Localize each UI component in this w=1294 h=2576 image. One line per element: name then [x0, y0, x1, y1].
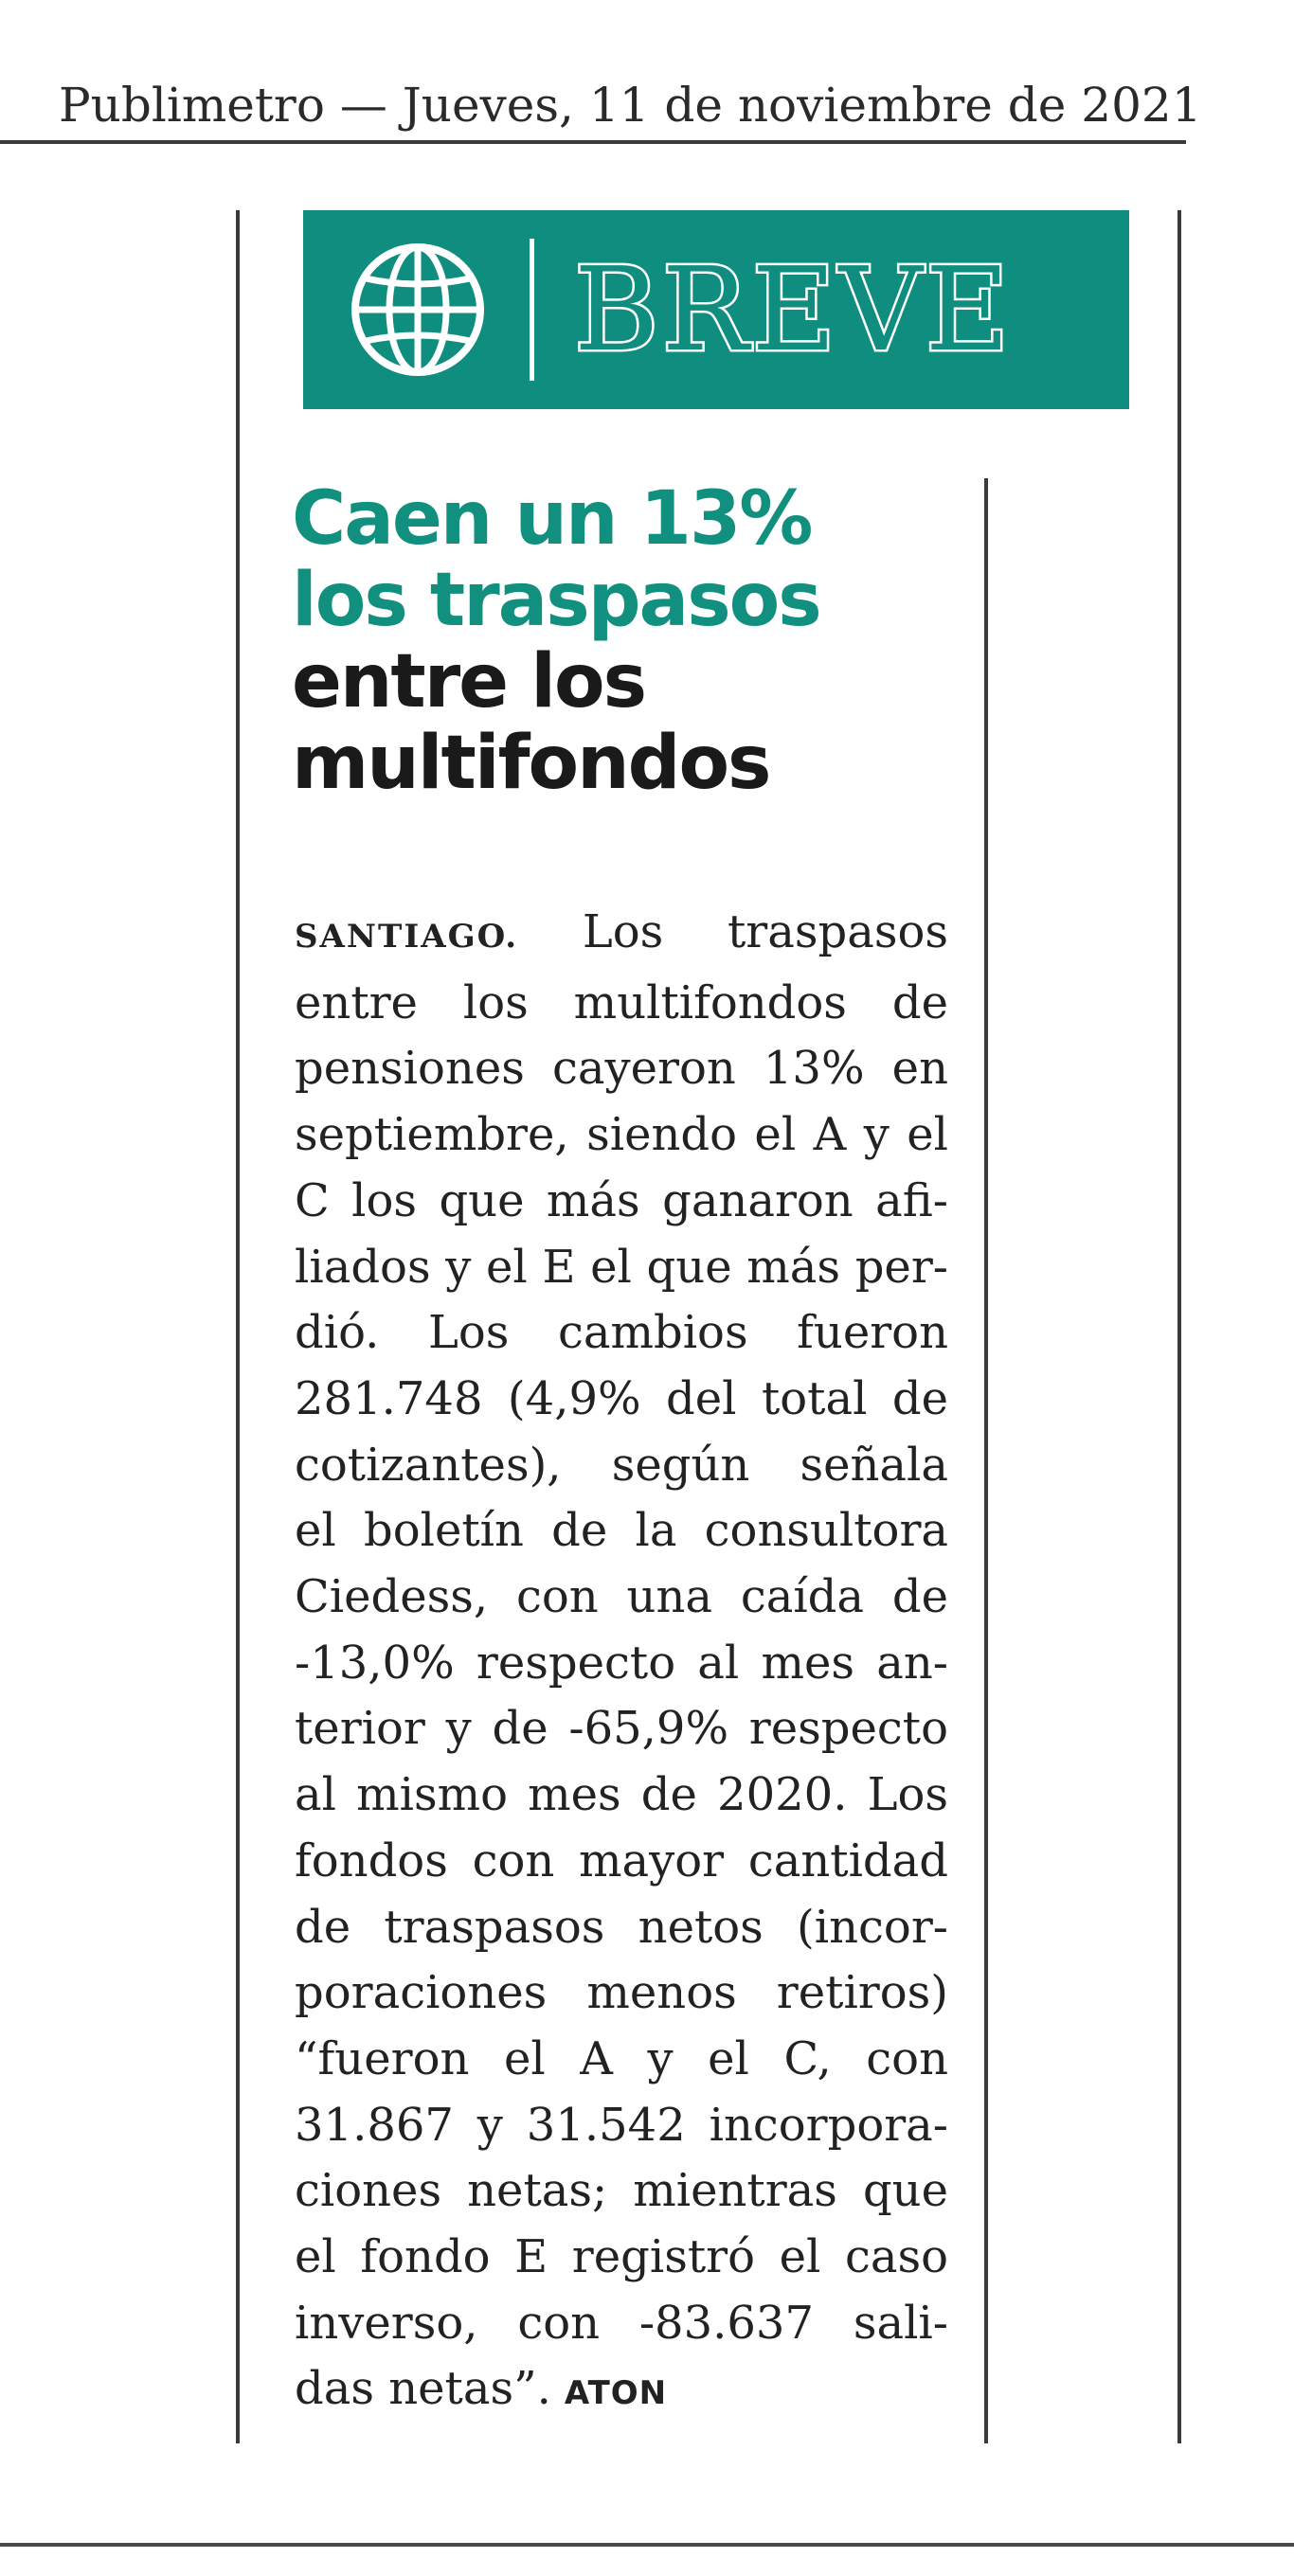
headline-line: multifondos	[292, 721, 770, 806]
headline	[292, 478, 974, 804]
body-line: “fueron el A y el C, con	[295, 2031, 948, 2085]
headline-line: entre los	[292, 639, 645, 724]
body-line: el boletín de la consultora	[295, 1504, 948, 1558]
banner-separator	[530, 239, 534, 381]
headline-line: los traspasos	[292, 558, 820, 643]
body-line: cotizantes), según señala	[295, 1438, 948, 1492]
body-line: al mismo mes de 2020. Los	[295, 1768, 948, 1822]
credit: ATON	[564, 2374, 668, 2413]
body-line: liados y el E el que más per-	[295, 1240, 948, 1294]
body-line: -13,0% respecto al mes an-	[295, 1636, 948, 1690]
body-line	[295, 900, 948, 971]
body-line-text: das netas”.	[295, 2362, 551, 2416]
body-line: entre los multifondos de	[295, 975, 948, 1029]
bottom-rule	[0, 2543, 1294, 2547]
section-label: BREVE	[574, 242, 1013, 377]
body-line: pensiones cayeron 13% en	[295, 1042, 948, 1096]
body-line: ciones netas; mientras que	[295, 2164, 948, 2218]
body-line-text: Los traspasos	[518, 905, 948, 958]
dateline: SANTIAGO.	[295, 918, 519, 956]
body-line: el fondo E registró el caso	[295, 2230, 948, 2284]
newspaper-header: Publimetro — Jueves, 11 de noviembre de 2021	[59, 78, 1202, 133]
body-line	[295, 2356, 948, 2427]
body-line: C los que más ganaron afi-	[295, 1173, 948, 1227]
headline-line: Caen un 13%	[292, 476, 812, 562]
column-rule-right	[1177, 210, 1181, 2443]
section-banner	[303, 210, 1129, 409]
body-line: 31.867 y 31.542 incorpora-	[295, 2098, 948, 2152]
body-line: poraciones menos retiros)	[295, 1966, 948, 2020]
body-line: fondos con mayor cantidad	[295, 1834, 948, 1887]
header-rule	[0, 140, 1186, 144]
article-body	[295, 900, 948, 2427]
body-line: terior y de -65,9% respecto	[295, 1702, 948, 1756]
body-line: inverso, con -83.637 sali-	[295, 2296, 948, 2350]
globe-icon	[349, 241, 487, 379]
body-line: dió. Los cambios fueron	[295, 1306, 948, 1360]
body-line: de traspasos netos (incor-	[295, 1900, 948, 1954]
body-line: septiembre, siendo el A y el	[295, 1108, 948, 1162]
column-rule-inner	[984, 478, 988, 2443]
column-rule-left	[236, 210, 240, 2443]
body-line: 281.748 (4,9% del total de	[295, 1371, 948, 1425]
body-line: Ciedess, con una caída de	[295, 1570, 948, 1624]
